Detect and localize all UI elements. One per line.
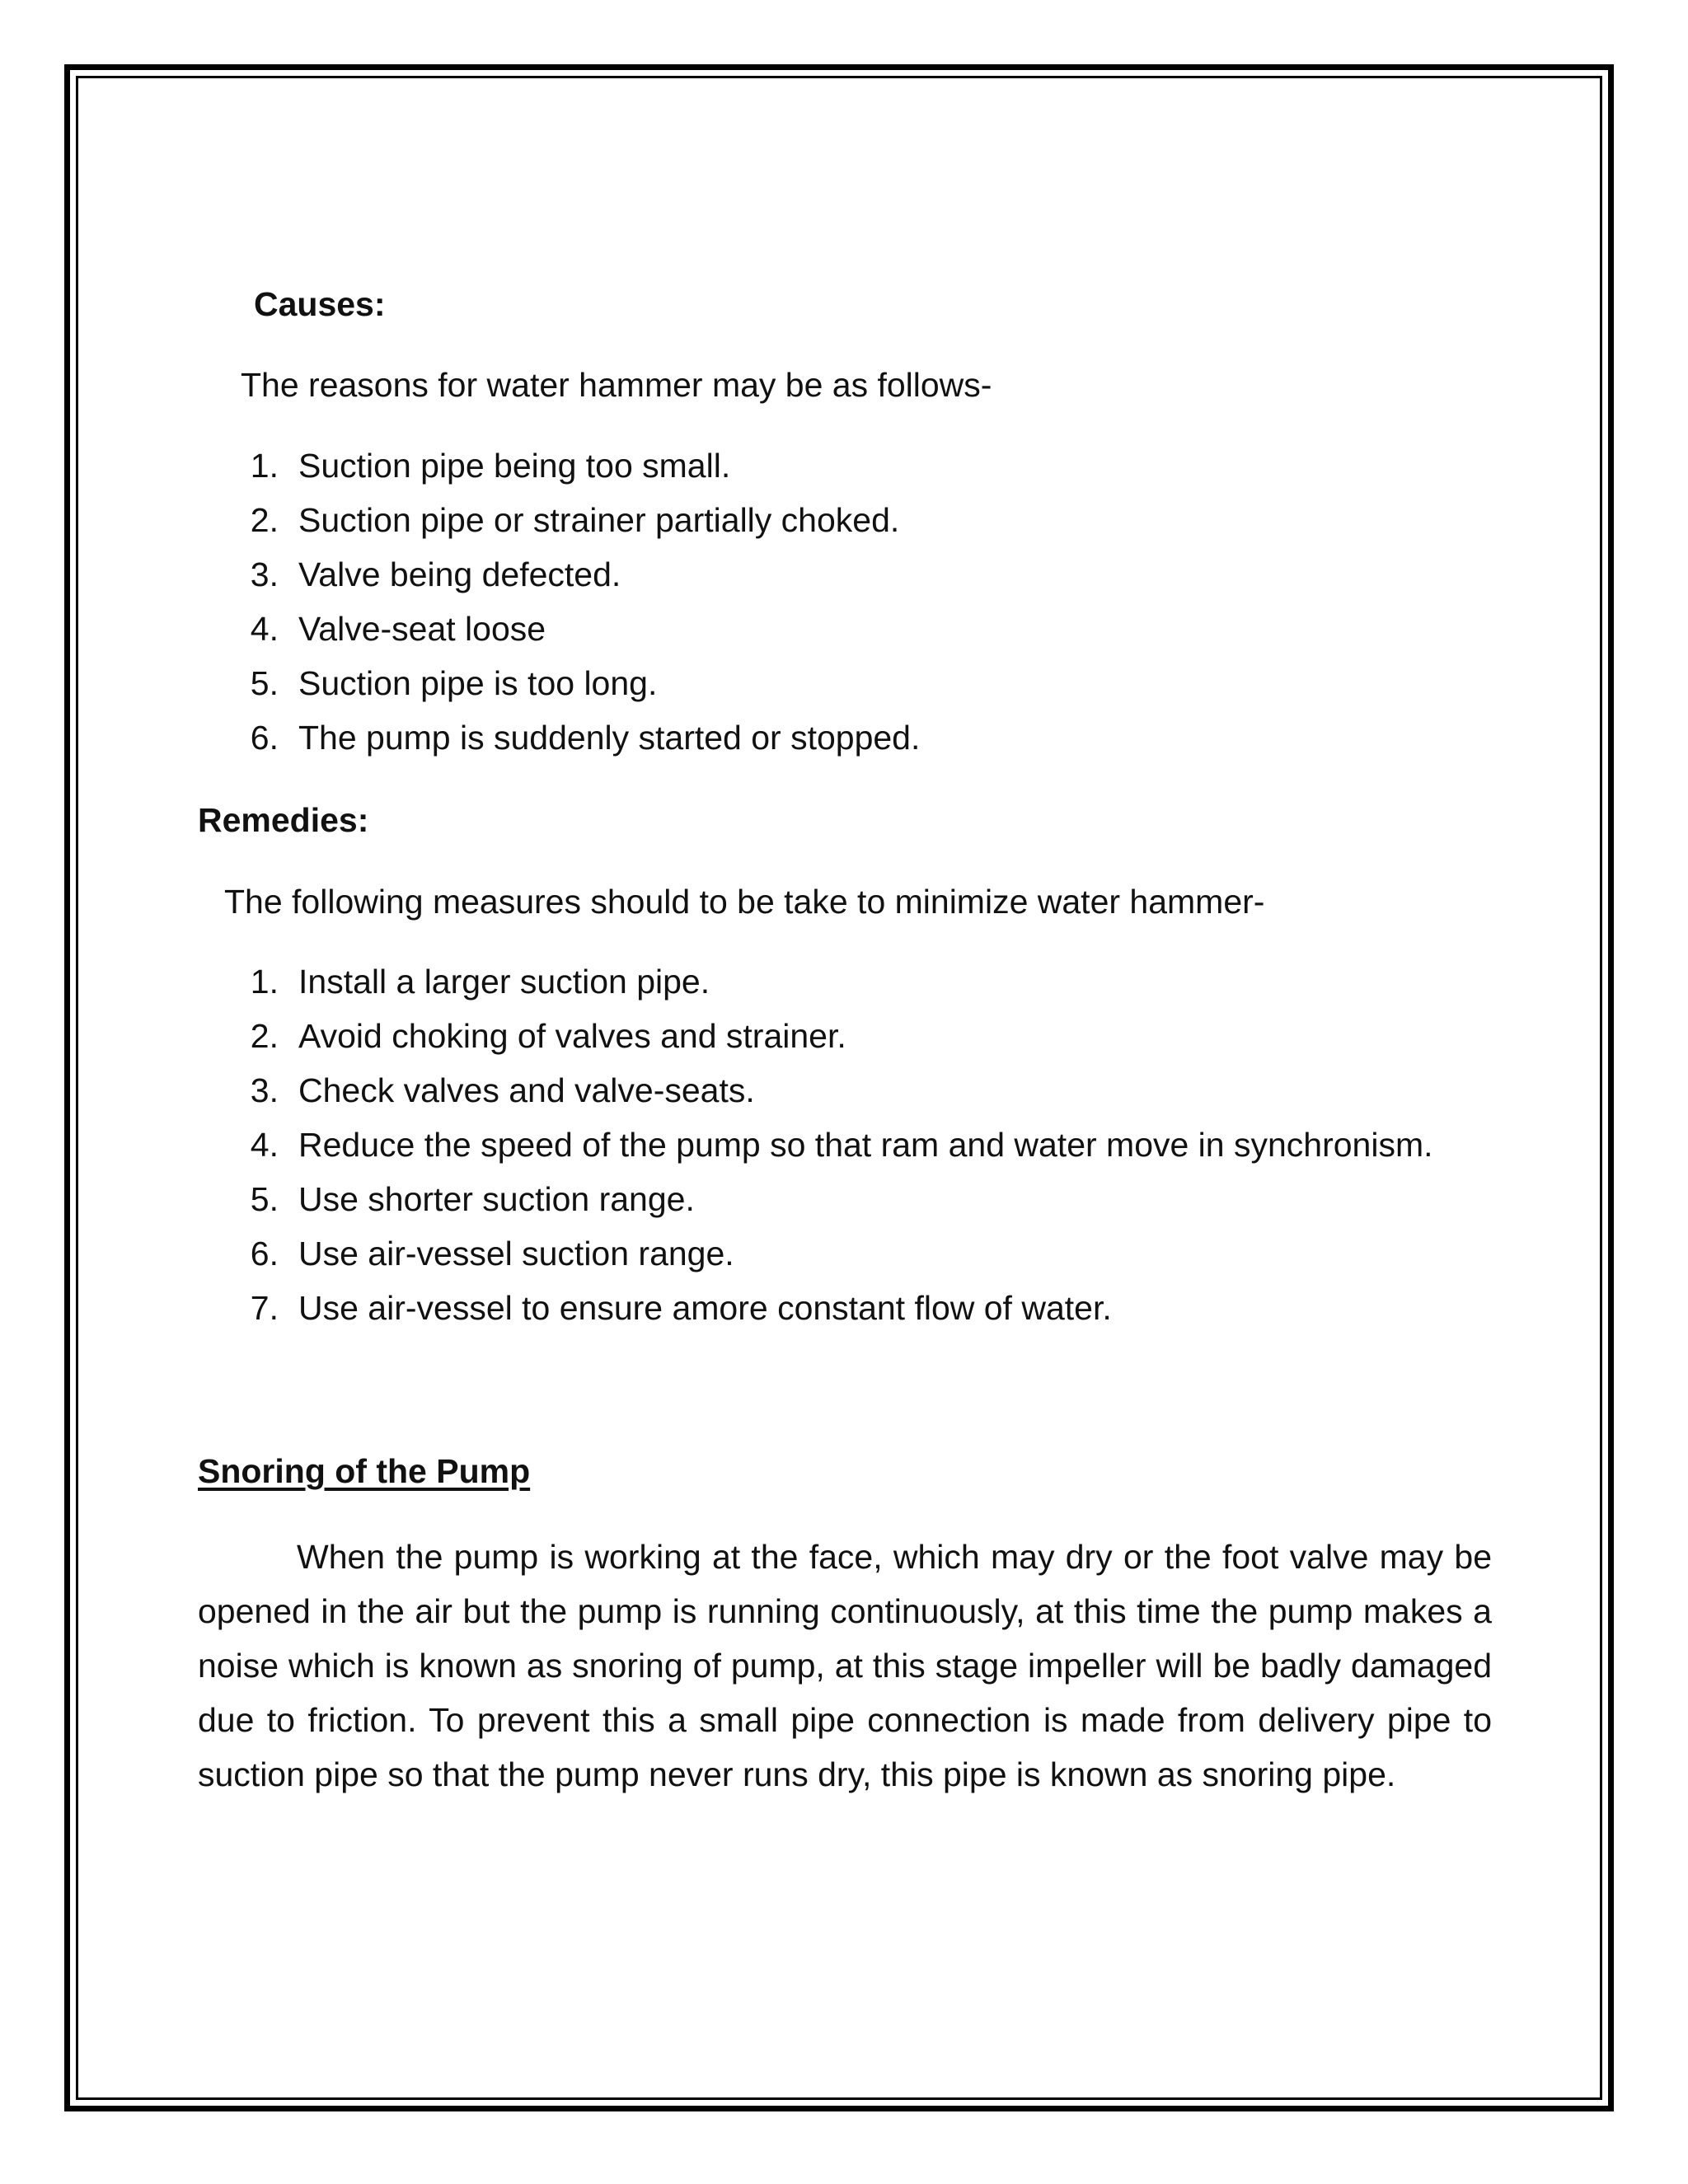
list-item-number: 2. bbox=[250, 1017, 279, 1055]
list-item-text: Avoid choking of valves and strainer. bbox=[298, 1017, 846, 1055]
list-item-number: 5. bbox=[250, 1180, 279, 1218]
list-item-number: 6. bbox=[250, 1235, 279, 1272]
list-item-number: 3. bbox=[250, 1071, 279, 1109]
list-item-text: Suction pipe or strainer partially choked. bbox=[298, 501, 900, 539]
list-item-number: 7. bbox=[250, 1289, 279, 1327]
list-item-text: The pump is suddenly started or stopped. bbox=[298, 719, 921, 757]
list-item-number: 2. bbox=[250, 501, 279, 539]
list-item-text: Suction pipe being too small. bbox=[298, 447, 731, 485]
list-item-text: Valve-seat loose bbox=[298, 610, 546, 648]
causes-heading: Causes: bbox=[254, 285, 386, 323]
list-item-number: 5. bbox=[250, 664, 279, 702]
list-item-text: Check valves and valve-seats. bbox=[298, 1071, 755, 1109]
list-item-number: 1. bbox=[250, 447, 279, 485]
list-item-text: Use air-vessel to ensure amore constant flow of water. bbox=[298, 1289, 1112, 1327]
list-item-number: 6. bbox=[250, 719, 279, 757]
snoring-heading: Snoring of the Pump bbox=[198, 1452, 531, 1490]
list-item-text: Use air-vessel suction range. bbox=[298, 1235, 734, 1272]
list-item-text: Reduce the speed of the pump so that ram and water move in synchronism. bbox=[298, 1126, 1433, 1164]
remedies-heading: Remedies: bbox=[198, 801, 369, 839]
list-item-text: Valve being defected. bbox=[298, 555, 621, 593]
list-item-number: 1. bbox=[250, 963, 279, 1001]
list-item-text: Suction pipe is too long. bbox=[298, 664, 658, 702]
list-item-text: Install a larger suction pipe. bbox=[298, 963, 710, 1001]
list-item-number: 3. bbox=[250, 555, 279, 593]
list-item-number: 4. bbox=[250, 610, 279, 648]
causes-intro: The reasons for water hammer may be as follows- bbox=[241, 366, 992, 404]
snoring-paragraph: When the pump is working at the face, which may dry or the foot valve may be opened in the air but the pump is running continuously, at this time the pump makes a noise which is known as snoring of pump, at this stage impeller will be badly damaged due to friction. To prevent this a small pipe connection is made from delivery pipe to suction pipe so that the pump never runs dry, this pipe is known as snoring pipe. bbox=[198, 1538, 1492, 1793]
list-item-text: Use shorter suction range. bbox=[298, 1180, 695, 1218]
remedies-intro: The following measures should to be take to minimize water hammer- bbox=[224, 883, 1265, 921]
list-item-number: 4. bbox=[250, 1126, 279, 1164]
